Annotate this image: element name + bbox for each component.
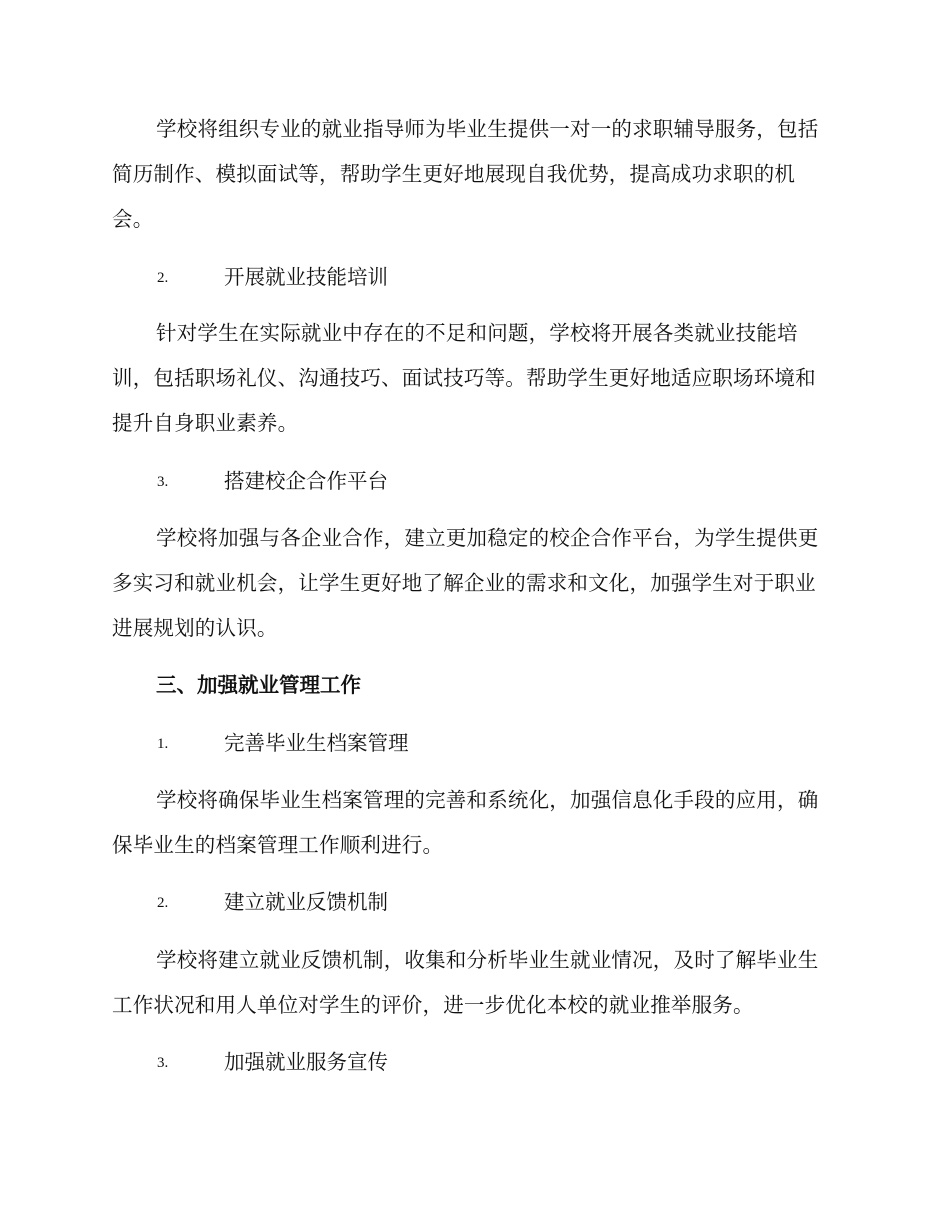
paragraph-skills-training — [112, 311, 830, 446]
paragraph-school-enterprise — [112, 516, 830, 651]
paragraph-text: 学校将确保毕业生档案管理的完善和系统化，加强信息化手段的应用，确保毕业生的档案管理工作顺利进行。 — [112, 788, 819, 857]
paragraph-text: 针对学生在实际就业中存在的不足和问题，学校将开展各类就业技能培训，包括职场礼仪、沟通技巧、面试技巧等。帮助学生更好地适应职场环境和提升自身职业素养。 — [112, 321, 816, 435]
paragraph-archive-management — [112, 778, 830, 868]
list-item-number: 3. — [157, 1055, 169, 1071]
list-item-number: 1. — [157, 736, 169, 752]
list-item-number: 2. — [157, 895, 169, 911]
paragraph-career-coaching — [112, 107, 830, 242]
list-item-service-promotion — [112, 1042, 830, 1082]
list-item-school-enterprise — [112, 461, 830, 501]
section-heading: 三、加强就业管理工作 — [156, 673, 361, 697]
list-item-label: 完善毕业生档案管理 — [224, 731, 409, 755]
list-item-number: 2. — [157, 270, 169, 286]
list-item-number: 3. — [157, 474, 169, 490]
paragraph-text: 学校将建立就业反馈机制，收集和分析毕业生就业情况，及时了解毕业生工作状况和用人单位对学生的评价，进一步优化本校的就业推举服务。 — [112, 948, 819, 1017]
paragraph-text: 学校将组织专业的就业指导师为毕业生提供一对一的求职辅导服务，包括简历制作、模拟面试等，帮助学生更好地展现自我优势，提高成功求职的机会。 — [112, 117, 819, 231]
list-item-label: 建立就业反馈机制 — [224, 890, 388, 914]
list-item-archive-management — [112, 723, 830, 763]
paragraph-feedback-mechanism — [112, 938, 830, 1028]
list-item-label: 开展就业技能培训 — [224, 265, 388, 289]
list-item-label: 加强就业服务宣传 — [224, 1050, 388, 1074]
paragraph-text: 学校将加强与各企业合作，建立更加稳定的校企合作平台，为学生提供更多实习和就业机会，让学生更好地了解企业的需求和文化，加强学生对于职业进展规划的认识。 — [112, 526, 819, 640]
list-item-feedback-mechanism — [112, 882, 830, 922]
list-item-skills-training — [112, 257, 830, 297]
list-item-label: 搭建校企合作平台 — [224, 469, 388, 493]
